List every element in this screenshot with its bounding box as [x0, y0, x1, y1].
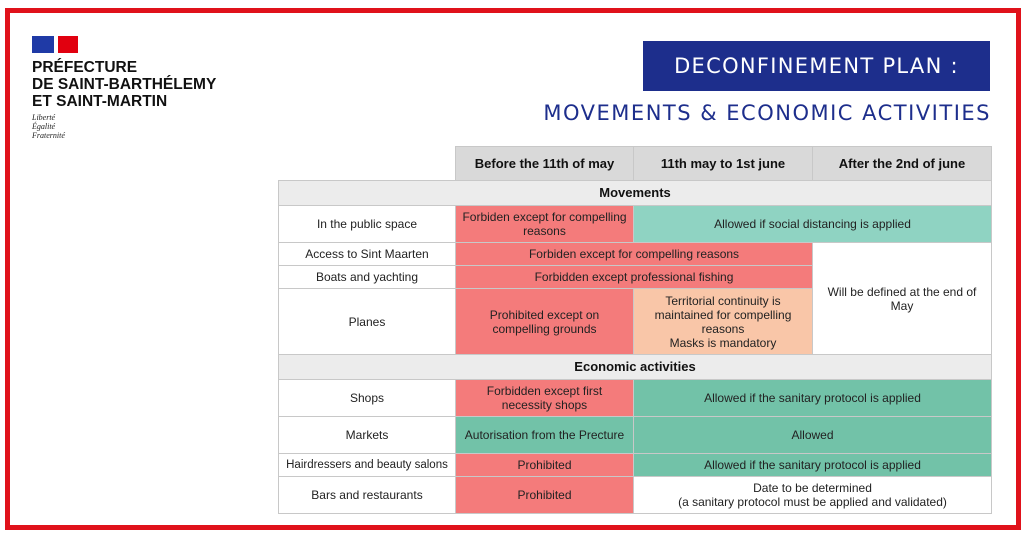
row-label: In the public space — [279, 206, 456, 243]
status-cell: Autorisation from the Precture — [456, 417, 634, 454]
status-cell: Forbiden except for compelling reasons — [456, 243, 813, 266]
section-label: Movements — [279, 181, 992, 206]
republic-motto — [32, 113, 216, 140]
status-cell: Allowed — [634, 417, 992, 454]
table-row — [279, 243, 992, 266]
row-label: Shops — [279, 380, 456, 417]
row-label: Boats and yachting — [279, 266, 456, 289]
row-label: Hairdressers and beauty salons — [279, 454, 456, 477]
section-label: Economic activities — [279, 355, 992, 380]
row-label: Planes — [279, 289, 456, 355]
table-row — [279, 454, 992, 477]
status-cell — [634, 289, 813, 355]
row-label: Access to Sint Maarten — [279, 243, 456, 266]
status-cell: Will be defined at the end of May — [813, 243, 992, 355]
row-label: Bars and restaurants — [279, 477, 456, 514]
status-cell — [634, 477, 992, 514]
column-header: After the 2nd of june — [813, 147, 992, 181]
prefecture-logo — [32, 36, 216, 140]
status-cell: Forbiden except for compelling reasons — [456, 206, 634, 243]
prefecture-name — [32, 59, 216, 110]
status-cell: Allowed if social distancing is applied — [634, 206, 992, 243]
table-header-row — [279, 147, 992, 181]
page-subtitle: MOVEMENTS & ECONOMIC ACTIVITIES — [543, 101, 991, 125]
section-row — [279, 355, 992, 380]
cell-line: Territorial continuity is maintained for compelling reasons — [654, 293, 792, 336]
row-label: Markets — [279, 417, 456, 454]
status-cell: Forbidden except first necessity shops — [456, 380, 634, 417]
prefecture-line: DE SAINT-BARTHÉLEMY — [32, 76, 217, 93]
motto-line: Égalité — [32, 122, 56, 131]
prefecture-line: ET SAINT-MARTIN — [32, 93, 168, 110]
page-title: DECONFINEMENT PLAN : — [643, 41, 990, 91]
section-row — [279, 181, 992, 206]
table-row — [279, 380, 992, 417]
french-flag-icon — [32, 36, 78, 53]
prefecture-line: PRÉFECTURE — [32, 59, 138, 76]
cell-line: Masks is mandatory — [669, 335, 777, 350]
status-cell: Allowed if the sanitary protocol is applied — [634, 454, 992, 477]
cell-line: Date to be determined — [753, 481, 872, 495]
status-cell: Prohibited — [456, 477, 634, 514]
deconfinement-table — [278, 146, 992, 514]
column-header: 11th may to 1st june — [634, 147, 813, 181]
table-row — [279, 477, 992, 514]
cell-line: (a sanitary protocol must be applied and validated) — [678, 495, 947, 509]
status-cell: Forbidden except professional fishing — [456, 266, 813, 289]
status-cell: Prohibited except on compelling grounds — [456, 289, 634, 355]
table-row — [279, 417, 992, 454]
motto-line: Liberté — [32, 113, 56, 122]
status-cell: Allowed if the sanitary protocol is applied — [634, 380, 992, 417]
column-header: Before the 11th of may — [456, 147, 634, 181]
table-row — [279, 206, 992, 243]
status-cell: Prohibited — [456, 454, 634, 477]
motto-line: Fraternité — [32, 131, 65, 140]
